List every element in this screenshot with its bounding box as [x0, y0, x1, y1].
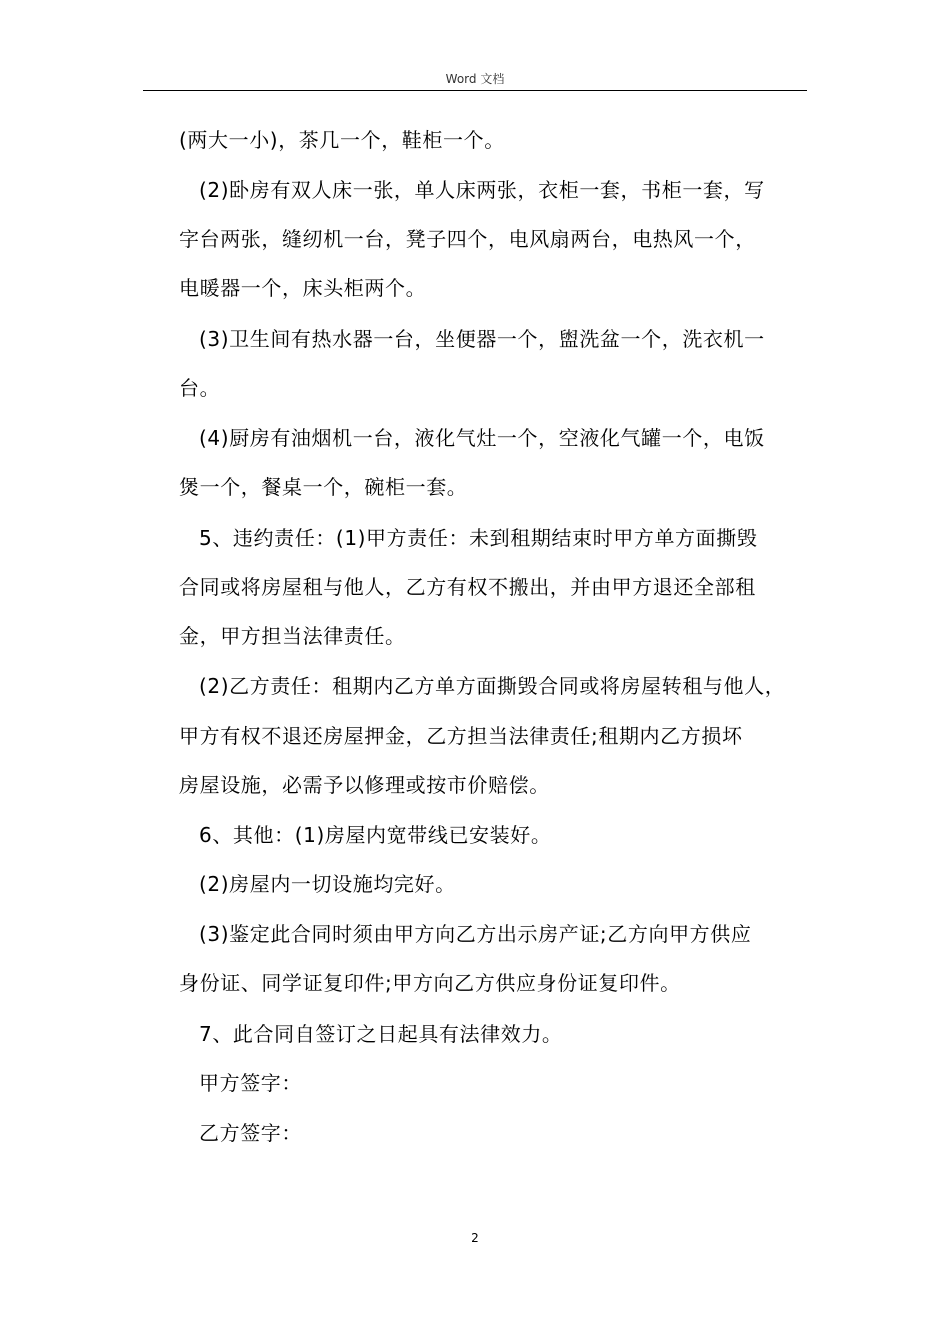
body-line: 7、此合同自签订之日起具有法律效力。 [199, 1022, 563, 1046]
body-line: 金，甲方担当法律责任。 [179, 624, 406, 648]
body-line: 房屋设施，必需予以修理或按市价赔偿。 [179, 773, 550, 797]
header-title: Word 文档 [445, 72, 505, 86]
body-line: 6、其他：(1)房屋内宽带线已安装好。 [199, 823, 552, 847]
body-line: (3)鉴定此合同时须由甲方向乙方出示房产证;乙方向甲方供应 [199, 922, 752, 946]
body-line: 电暖器一个，床头柜两个。 [179, 276, 427, 300]
body-line: 身份证、同学证复印件;甲方向乙方供应身份证复印件。 [179, 971, 681, 995]
body-line: 甲方有权不退还房屋押金，乙方担当法律责任;租期内乙方损坏 [179, 724, 743, 748]
body-line: (2)房屋内一切设施均完好。 [199, 872, 456, 896]
body-line: (两大一小)，茶几一个，鞋柜一个。 [179, 128, 505, 152]
body-line: (4)厨房有油烟机一台，液化气灶一个，空液化气罐一个，电饭 [199, 426, 765, 450]
body-line: 煲一个，餐桌一个，碗柜一套。 [179, 475, 468, 499]
body-line: (2)卧房有双人床一张，单人床两张，衣柜一套，书柜一套，写 [199, 178, 765, 202]
body-line: (2)乙方责任：租期内乙方单方面撕毁合同或将房屋转租与他人， [199, 674, 786, 698]
body-line: 合同或将房屋租与他人，乙方有权不搬出，并由甲方退还全部租 [179, 575, 756, 599]
party-b-signature-line: 乙方签字： [199, 1121, 302, 1145]
page-number: 2 [471, 1231, 479, 1245]
body-line: 5、违约责任：(1)甲方责任：未到租期结束时甲方单方面撕毁 [199, 526, 758, 550]
body-line: (3)卫生间有热水器一台，坐便器一个，盥洗盆一个，洗衣机一 [199, 327, 765, 351]
party-a-signature-line: 甲方签字： [199, 1071, 302, 1095]
body-line: 台。 [179, 376, 221, 400]
body-line: 字台两张，缝纫机一台，凳子四个，电风扇两台，电热风一个， [179, 227, 756, 251]
page-header [143, 68, 807, 91]
